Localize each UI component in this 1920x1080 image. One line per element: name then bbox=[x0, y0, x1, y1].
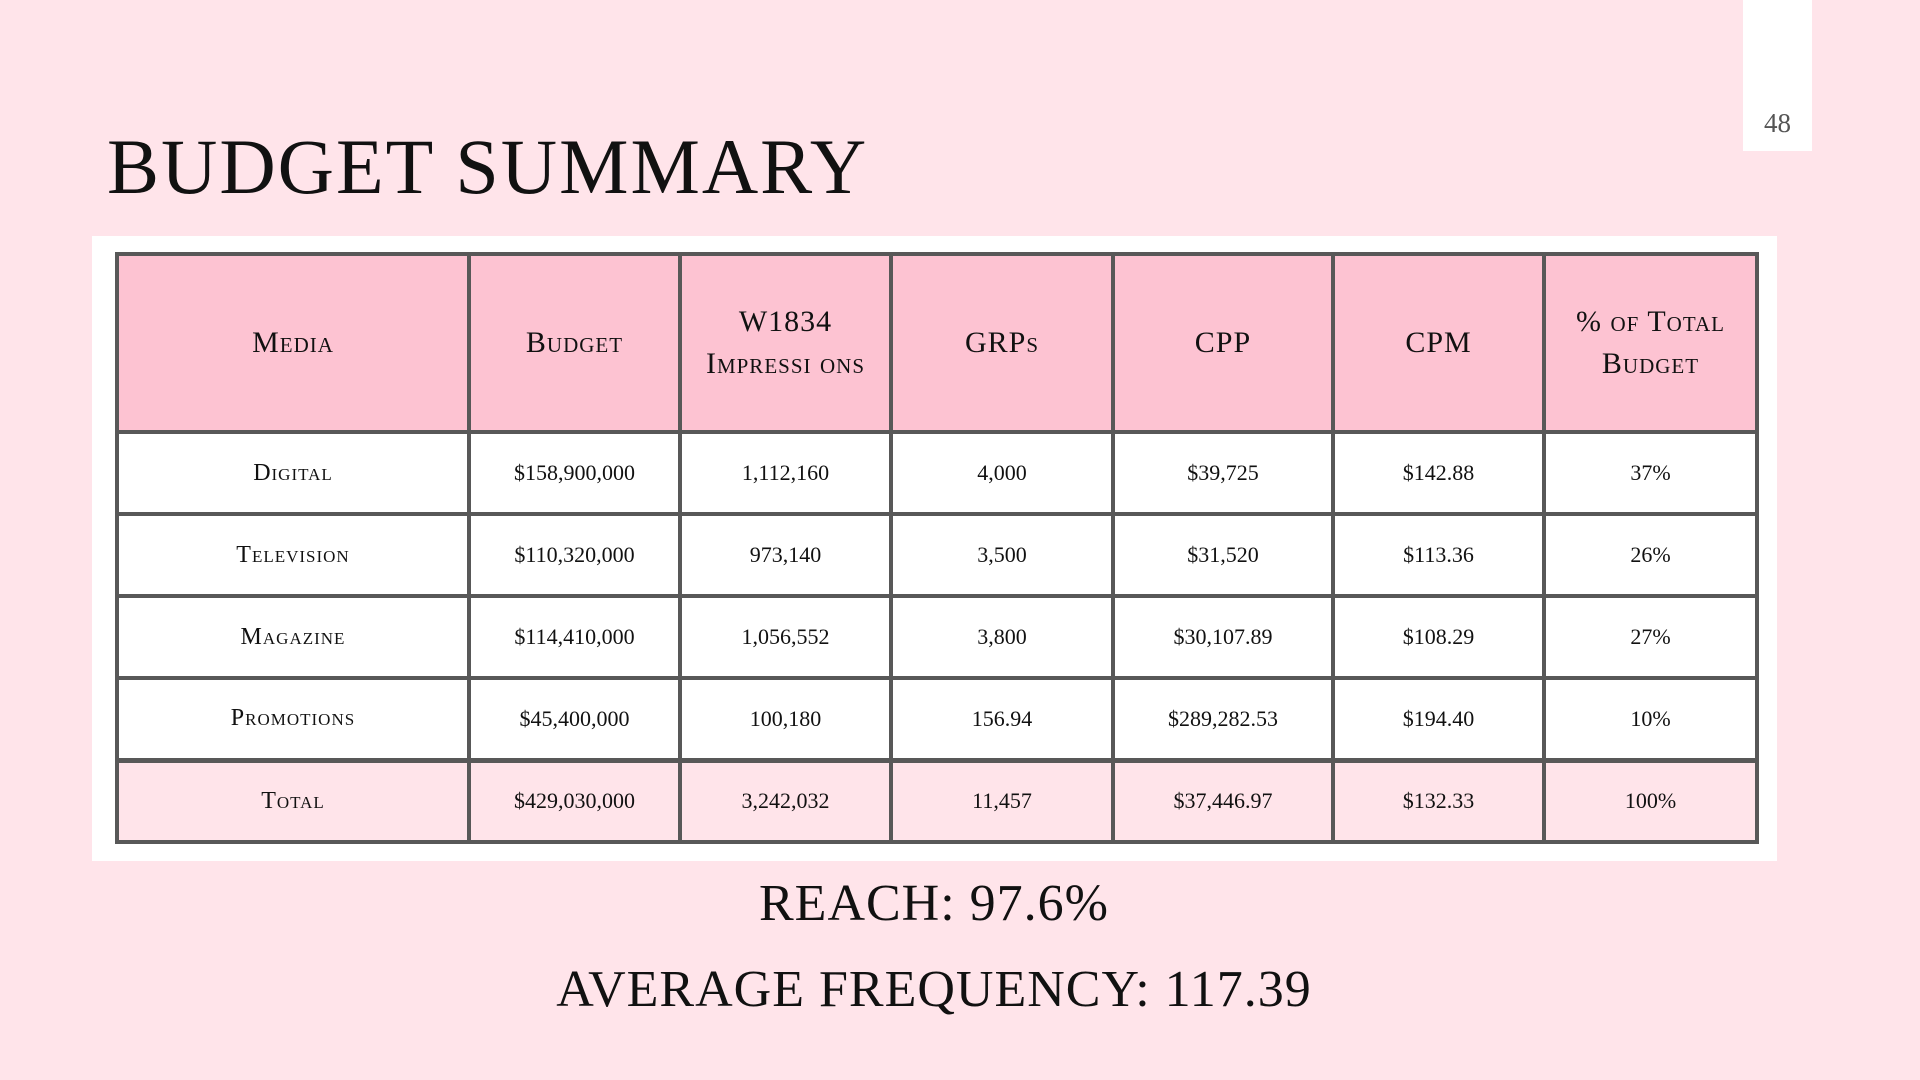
percent-cell: 27% bbox=[1544, 596, 1757, 678]
total-percent-cell: 100% bbox=[1544, 760, 1757, 842]
column-header-cpp: CPP bbox=[1113, 254, 1333, 432]
percent-cell: 10% bbox=[1544, 678, 1757, 760]
total-budget-cell: $429,030,000 bbox=[469, 760, 680, 842]
cpm-cell: $194.40 bbox=[1333, 678, 1544, 760]
impressions-cell: 973,140 bbox=[680, 514, 891, 596]
percent-cell: 26% bbox=[1544, 514, 1757, 596]
table-row bbox=[117, 596, 1757, 678]
cpp-cell: $31,520 bbox=[1113, 514, 1333, 596]
media-cell: Promotions bbox=[117, 678, 469, 760]
media-cell: Television bbox=[117, 514, 469, 596]
column-header-percent-of-total-budget: % of Total Budget bbox=[1544, 254, 1757, 432]
column-header-cpm: CPM bbox=[1333, 254, 1544, 432]
reach-text: REACH: 97.6% bbox=[759, 875, 1109, 932]
slide-title: BUDGET SUMMARY bbox=[107, 123, 869, 210]
cpm-cell: $113.36 bbox=[1333, 514, 1544, 596]
total-impressions-cell: 3,242,032 bbox=[680, 760, 891, 842]
table-row bbox=[117, 432, 1757, 514]
impressions-cell: 100,180 bbox=[680, 678, 891, 760]
grps-cell: 3,800 bbox=[891, 596, 1113, 678]
cpm-cell: $142.88 bbox=[1333, 432, 1544, 514]
column-header-grps: GRPs bbox=[891, 254, 1113, 432]
percent-cell: 37% bbox=[1544, 432, 1757, 514]
total-label-cell: Total bbox=[117, 760, 469, 842]
media-cell: Digital bbox=[117, 432, 469, 514]
budget-cell: $110,320,000 bbox=[469, 514, 680, 596]
cpp-cell: $39,725 bbox=[1113, 432, 1333, 514]
grps-cell: 4,000 bbox=[891, 432, 1113, 514]
grps-cell: 156.94 bbox=[891, 678, 1113, 760]
budget-summary-table bbox=[115, 252, 1759, 844]
cpm-cell: $108.29 bbox=[1333, 596, 1544, 678]
table-row bbox=[117, 678, 1757, 760]
column-header-media: Media bbox=[117, 254, 469, 432]
budget-cell: $158,900,000 bbox=[469, 432, 680, 514]
column-header-impressions: W1834 Impressi ons bbox=[680, 254, 891, 432]
page-number: 48 bbox=[1764, 108, 1791, 138]
table-total-row bbox=[117, 760, 1757, 842]
grps-cell: 3,500 bbox=[891, 514, 1113, 596]
budget-cell: $45,400,000 bbox=[469, 678, 680, 760]
table-row bbox=[117, 514, 1757, 596]
column-header-budget: Budget bbox=[469, 254, 680, 432]
average-frequency-text: AVERAGE FREQUENCY: 117.39 bbox=[556, 961, 1312, 1018]
budget-cell: $114,410,000 bbox=[469, 596, 680, 678]
media-cell: Magazine bbox=[117, 596, 469, 678]
total-cpp-cell: $37,446.97 bbox=[1113, 760, 1333, 842]
cpp-cell: $289,282.53 bbox=[1113, 678, 1333, 760]
total-grps-cell: 11,457 bbox=[891, 760, 1113, 842]
table-card bbox=[92, 236, 1777, 861]
cpp-cell: $30,107.89 bbox=[1113, 596, 1333, 678]
table-header-row bbox=[117, 254, 1757, 432]
impressions-cell: 1,112,160 bbox=[680, 432, 891, 514]
total-cpm-cell: $132.33 bbox=[1333, 760, 1544, 842]
impressions-cell: 1,056,552 bbox=[680, 596, 891, 678]
